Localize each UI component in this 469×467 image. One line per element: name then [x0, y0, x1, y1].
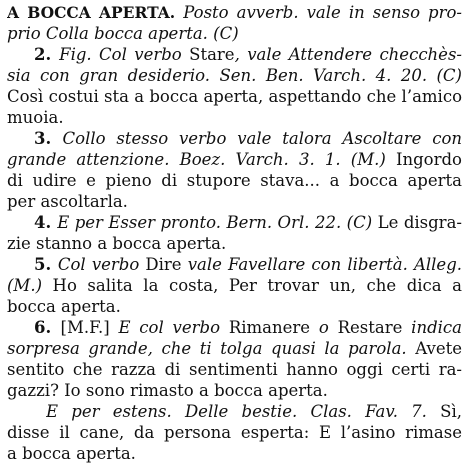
- text-segment: disse il cane, da persona esperta: E l’asino rimase: [7, 423, 462, 442]
- text-segment: Dire: [145, 255, 182, 274]
- sense-2-line-4: [7, 107, 462, 129]
- text-segment: Fig. Col verbo: [59, 45, 190, 64]
- text-segment: 4.: [34, 213, 58, 232]
- sense-2-line-2: [7, 65, 462, 87]
- sense-3-line-1: [34, 128, 462, 150]
- text-segment: Posto avverb. vale in senso pro-: [175, 3, 462, 22]
- text-segment: prio Colla bocca aperta. (C): [7, 24, 239, 43]
- sense-6-line-2: [7, 338, 462, 360]
- sense-6-line-3: [7, 359, 462, 381]
- sense-6b-line-3: [7, 443, 462, 465]
- text-segment: , vale Attendere checchès-: [234, 45, 462, 64]
- text-segment: gazzi? Io sono rimasto a bocca aperta.: [7, 381, 328, 400]
- text-segment: Avete: [406, 339, 462, 358]
- text-segment: 6.: [34, 318, 61, 337]
- entry-line-2: [7, 23, 462, 45]
- text-segment: Restare: [337, 318, 403, 337]
- text-segment: 5.: [34, 255, 58, 274]
- text-segment: E per Esser pronto. Bern. Orl. 22. (C): [57, 213, 373, 232]
- sense-3-line-4: [7, 191, 462, 213]
- sense-2-line-1: [34, 44, 462, 66]
- text-segment: per ascoltarla.: [7, 192, 128, 211]
- sense-5-line-1: [34, 254, 462, 276]
- text-segment: zie stanno a bocca aperta.: [7, 234, 227, 253]
- text-segment: a bocca aperta.: [7, 444, 136, 463]
- text-segment: muoia.: [7, 108, 64, 127]
- sense-6b-line-2: [7, 422, 462, 444]
- text-segment: di udire e pieno di stupore stava... a bocca aperta: [7, 171, 462, 190]
- text-segment: grande attenzione. Boez. Varch. 3. 1. (M.): [7, 150, 386, 169]
- sense-5-line-2: [7, 275, 462, 297]
- sense-5-line-3: [7, 296, 462, 318]
- text-segment: 2.: [34, 45, 60, 64]
- text-segment: vale Favellare con libertà. Alleg.: [181, 255, 462, 274]
- sense-6-line-4: [7, 380, 462, 402]
- text-segment: o: [310, 318, 338, 337]
- text-segment: Ingordo: [385, 150, 462, 169]
- text-segment: [M.F.]: [60, 318, 119, 337]
- sense-3-line-3: [7, 170, 462, 192]
- text-segment: Così costui sta a bocca aperta, aspettando che l’amico: [7, 87, 462, 106]
- text-segment: Le disgra-: [372, 213, 462, 232]
- text-segment: Stare: [189, 45, 235, 64]
- text-segment: indica: [402, 318, 462, 337]
- text-segment: E col verbo: [118, 318, 229, 337]
- text-segment: E per estens. Delle bestie. Clas. Fav. 7.: [46, 402, 427, 421]
- text-segment: sia con gran desiderio. Sen. Ben. Varch. 4. 20. (C): [7, 66, 462, 85]
- entry-line-1: [7, 2, 462, 24]
- text-segment: A BOCCA APERTA.: [7, 3, 176, 22]
- text-segment: Col verbo: [57, 255, 146, 274]
- sense-4-line-1: [34, 212, 462, 234]
- text-segment: sorpresa grande, che ti tolga quasi la parola.: [7, 339, 407, 358]
- text-segment: (M.): [7, 276, 43, 295]
- text-segment: sentito che razza di sentimenti hanno oggi certi ra-: [7, 360, 462, 379]
- sense-4-line-2: [7, 233, 462, 255]
- text-segment: bocca aperta.: [7, 297, 121, 316]
- sense-6-line-1: [34, 317, 462, 339]
- text-segment: Ho salita la costa, Per trovar un, che dica a: [42, 276, 462, 295]
- text-segment: 3.: [34, 129, 63, 148]
- text-segment: Collo stesso verbo vale talora Ascoltare con: [62, 129, 462, 148]
- sense-6b-line-1: [46, 401, 462, 423]
- text-segment: Sì,: [426, 402, 462, 421]
- sense-3-line-2: [7, 149, 462, 171]
- sense-2-line-3: [7, 86, 462, 108]
- text-segment: Rimanere: [228, 318, 311, 337]
